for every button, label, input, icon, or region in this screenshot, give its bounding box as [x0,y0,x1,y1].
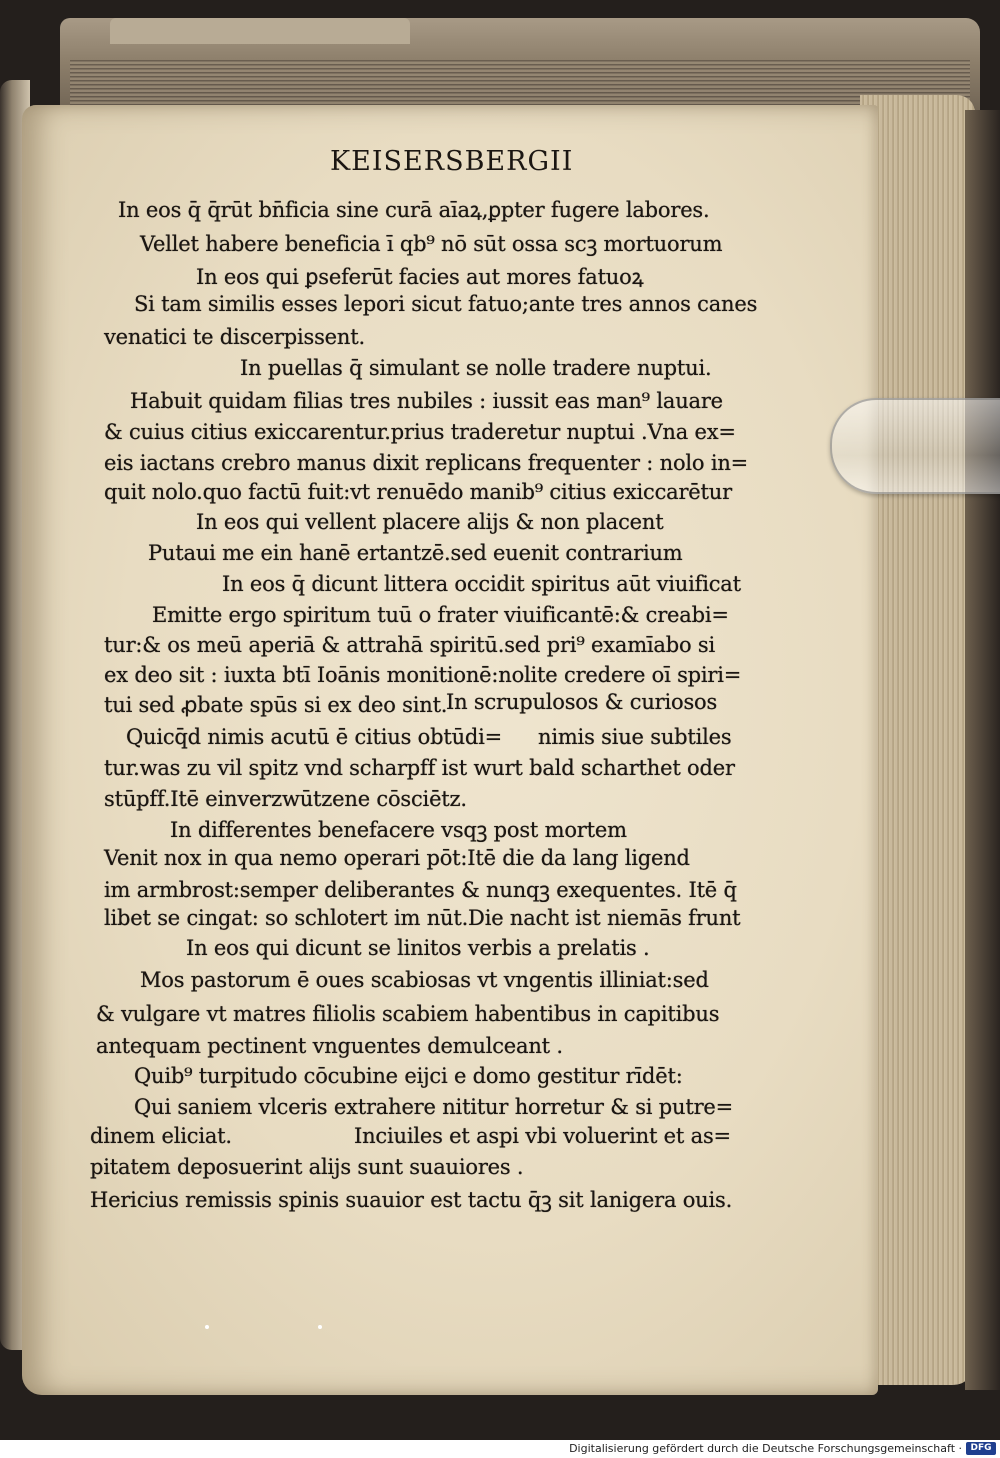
text-line: Inciuiles et aspi vbi voluerint et as= [354,1124,731,1148]
text-line: nimis siue subtiles [538,725,732,749]
text-line: In eos q̄ dicunt littera occidit spiritus aūt viuificat [222,572,741,596]
text-line: quit nolo.quo factū fuit:vt renuēdo manib⁹ citius exiccarētur [104,480,732,504]
text-line: Putaui me ein hanē ertantzē.sed euenit contrarium [148,541,683,565]
text-line: & vulgare vt matres filiolis scabiem habentibus in capitibus [96,1002,720,1026]
text-line: In eos q̄ q̄rūt bn̄ficia sine curā aīaꝝ,ꝑpter fugere labores. [118,198,710,222]
text-line: Vellet habere beneficia ī qb⁹ nō sūt ossa scꝫ mortuorum [140,232,723,256]
text-line: tur.was zu vil spitz vnd scharpff ist wurt bald scharthet oder [104,756,735,780]
text-line: venatici te discerpissent. [104,325,365,349]
text-line: In eos qui ꝑseferūt facies aut mores fatuoꝝ [196,265,644,289]
footer-bar [0,1440,1000,1458]
funding-credit: Digitalisierung gefördert durch die Deutsche Forschungsgemeinschaft · [569,1442,962,1455]
running-header: KEISERSBERGII [330,146,574,177]
text-line: antequam pectinent vnguentes demulceant . [96,1034,563,1058]
text-line: libet se cingat: so schlotert im nūt.Die nacht ist niemās frunt [104,906,741,930]
text-line: Habuit quidam filias tres nubiles : iussit eas man⁹ lauare [130,389,723,413]
text-line: & cuius citius exiccarentur.prius traderetur nuptui .Vna ex= [104,420,736,444]
text-line: Mos pastorum ē oues scabiosas vt vngentis illiniat:sed [140,968,709,992]
text-line: Venit nox in qua nemo operari pōt:Itē die da lang ligend [104,846,690,870]
text-line: dinem eliciat. [90,1124,232,1148]
page-clip [830,398,1000,494]
text-line: Si tam similis esses lepori sicut fatuo;ante tres annos canes [134,292,758,316]
text-line: tur:& os meū aperiā & attrahā spiritū.sed pri⁹ examīabo si [104,633,716,657]
text-line: Hericius remissis spinis suauior est tactu q̄ꝫ sit lanigera ouis. [90,1188,733,1212]
text-line: im armbrost:semper deliberantes & nunqꝫ exequentes. Itē q̄ [104,878,737,902]
text-line: Qui saniem vlceris extrahere nititur horretur & si putre= [134,1095,734,1119]
text-line: tui sed ꝓbate spūs si ex deo sint. [104,693,448,717]
text-line: Emitte ergo spiritum tuū o frater viuificantē:& creabi= [152,603,729,627]
dfg-logo: DFG [966,1442,996,1455]
text-line: eis iactans crebro manus dixit replicans frequenter : nolo in= [104,451,749,475]
text-line: In differentes benefacere vsqꝫ post mortem [170,818,627,842]
text-line: In puellas q̄ simulant se nolle tradere nuptui. [240,356,712,380]
text-line: In scrupulosos & curiosos [446,690,718,714]
text-line: pitatem deposuerint alijs sunt suauiores . [90,1155,524,1179]
text-line: ex deo sit : iuxta btī Ioānis monitionē:nolite credere oī spiri= [104,663,742,687]
text-line: stūpff.Itē einverzwūtzene cōsciētz. [104,787,467,811]
text-line: In eos qui dicunt se linitos verbis a prelatis . [186,936,650,960]
text-line: Quicq̄d nimis acutū ē citius obtūdi= [126,725,503,749]
text-line: Quib⁹ turpitudo cōcubine eijci e domo gestitur rīdēt: [134,1064,683,1088]
text-line: In eos qui vellent placere alijs & non placent [196,510,664,534]
